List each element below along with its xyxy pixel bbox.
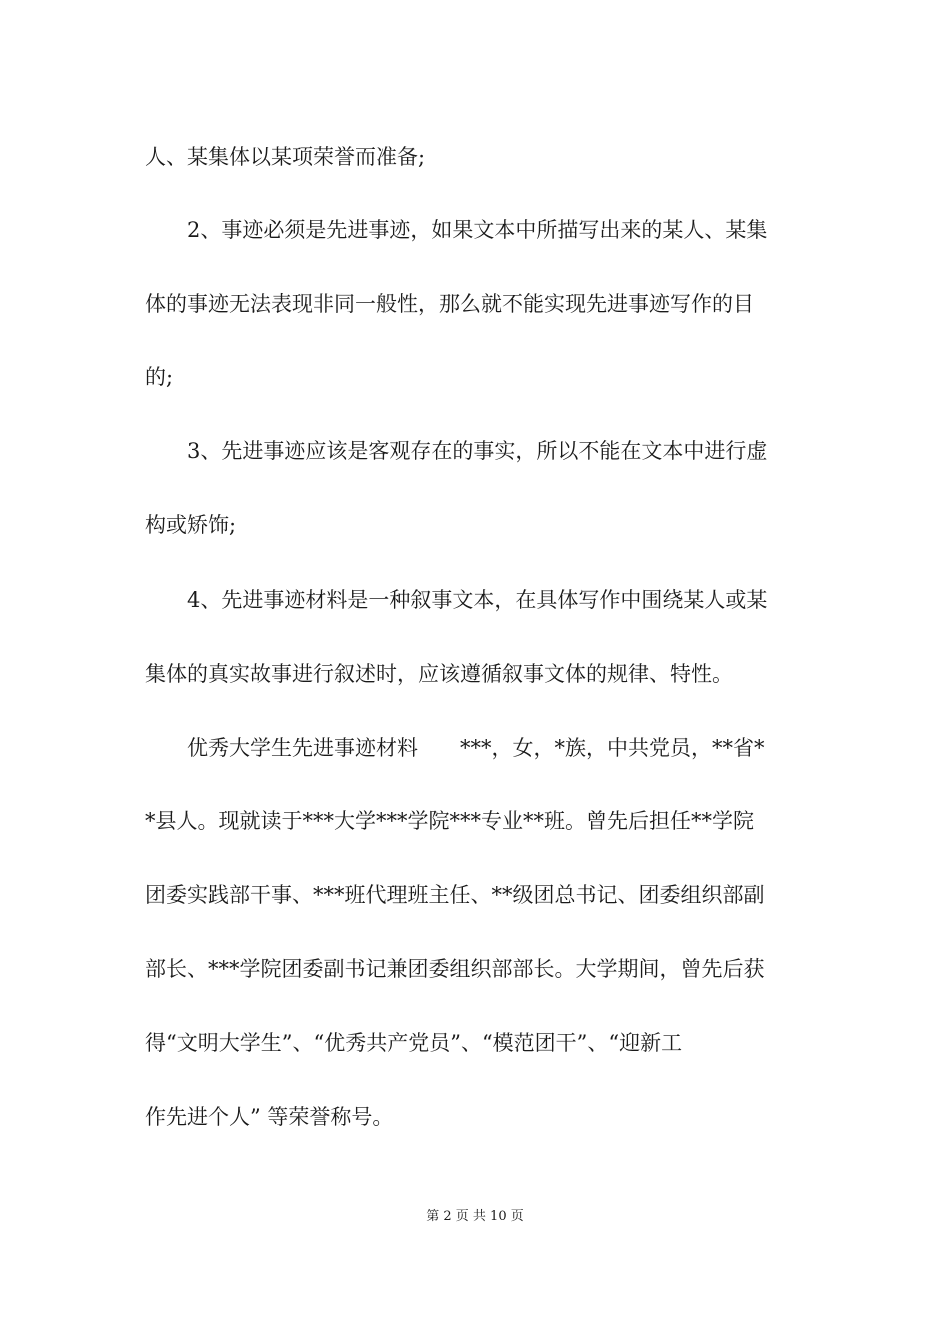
text-line-6: 构或矫饰; <box>145 513 237 537</box>
text-line-5: 3、先进事迹应该是客观存在的事实，所以不能在文本中进行虚 <box>187 439 768 463</box>
text-line-2: 2、事迹必须是先进事迹，如果文本中所描写出来的某人、某集 <box>187 218 768 242</box>
text-line-12: 部长、***学院团委副书记兼团委组织部部长。大学期间，曾先后获 <box>145 957 765 981</box>
text-line-13: 得“文明大学生”、“优秀共产党员”、“模范团干”、“迎新工 <box>145 1031 683 1055</box>
page-number-footer <box>0 1208 950 1226</box>
text-line-10: *县人。现就读于***大学***学院***专业**班。曾先后担任**学院 <box>145 809 754 833</box>
page-number-label: 第 2 页 共 10 页 <box>426 1209 524 1224</box>
text-line-1: 人、某集体以某项荣誉而准备; <box>145 145 426 169</box>
text-line-8: 集体的真实故事进行叙述时，应该遵循叙事文体的规律、特性。 <box>145 662 733 686</box>
text-line-11: 团委实践部干事、***班代理班主任、**级团总书记、团委组织部副 <box>145 883 765 907</box>
text-line-4: 的; <box>145 365 174 389</box>
text-line-3: 体的事迹无法表现非同一般性，那么就不能实现先进事迹写作的目 <box>145 292 754 316</box>
text-line-9: 优秀大学生先进事迹材料 ***，女，*族，中共党员，**省* <box>187 736 765 760</box>
text-line-7: 4、先进事迹材料是一种叙事文本，在具体写作中围绕某人或某 <box>187 588 768 612</box>
text-line-14: 作先进个人” 等荣誉称号。 <box>145 1105 394 1129</box>
